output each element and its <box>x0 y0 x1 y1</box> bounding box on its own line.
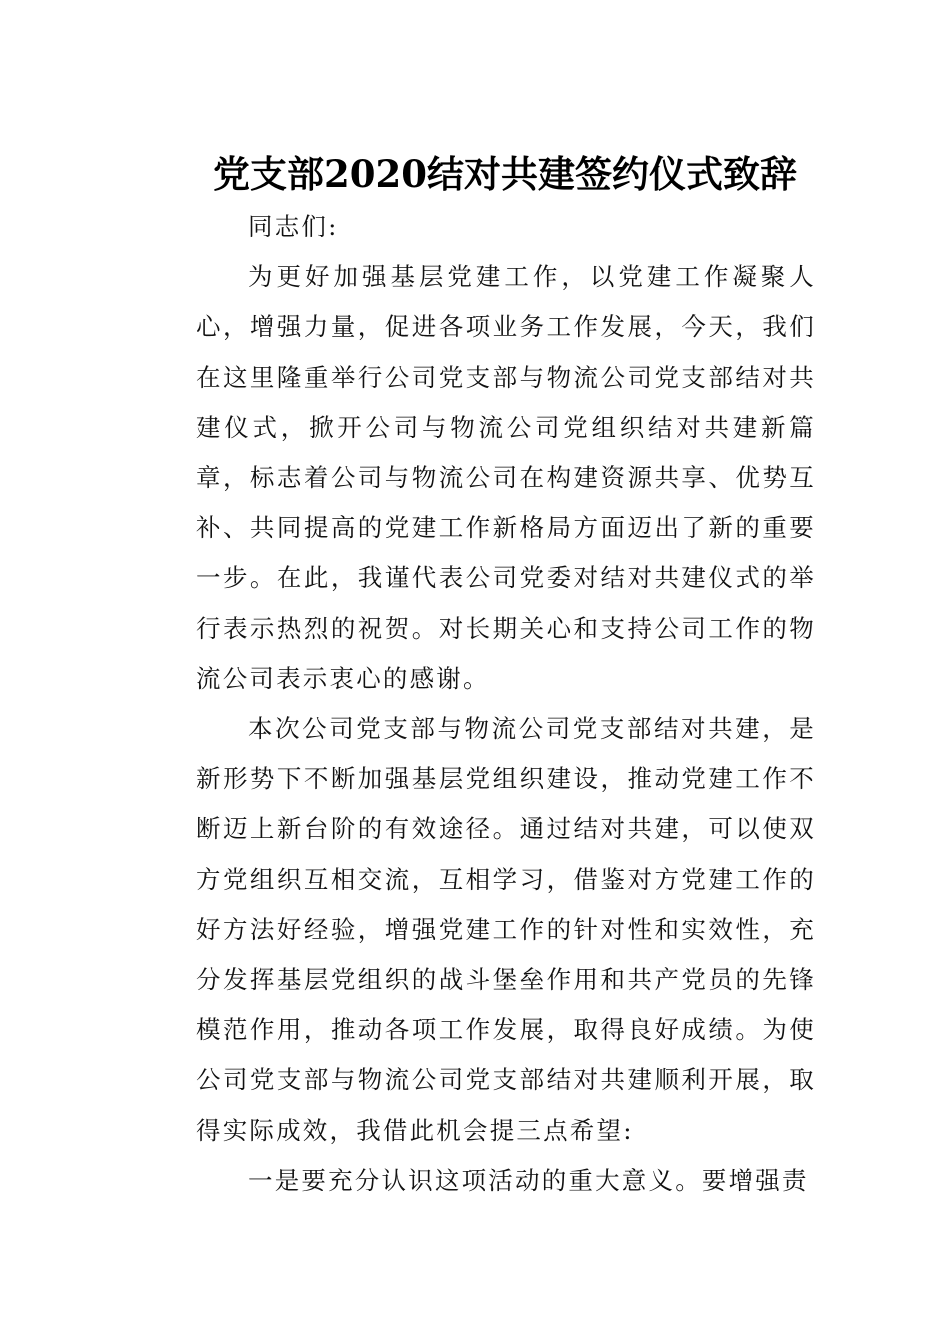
paragraph-3: 一是要充分认识这项活动的重大意义。要增强责 <box>248 1165 809 1195</box>
paragraph-2: 本次公司党支部与物流公司党支部结对共建，是新形势下不断加强基层党组织建设，推动党建工作不断迈上新台阶的有效途径。通过结对共建，可以使双方党组织互相交流，互相学习，借鉴对方党建工作的好方法好经验，增强党建工作的针对性和实效性，充分发挥基层党组织的战斗堡垒作用和共产党员的先锋模范作用，推动各项工作发展，取得良好成绩。为使公司党支部与物流公司党支部结对共建顺利开展，取得实际成效，我借此机会提三点希望: <box>196 714 816 1145</box>
document-title: 党支部2020结对共建签约仪式致辞 <box>213 152 797 196</box>
paragraph-1: 为更好加强基层党建工作，以党建工作凝聚人心，增强力量，促进各项业务工作发展，今天，我们在这里隆重举行公司党支部与物流公司党支部结对共建仪式，掀开公司与物流公司党组织结对共建新篇章，标志着公司与物流公司在构建资源共享、优势互补、共同提高的党建工作新格局方面迈出了新的重要一步。在此，我谨代表公司党委对结对共建仪式的举行表示热烈的祝贺。对长期关心和支持公司工作的物流公司表示衷心的感谢。 <box>196 262 816 693</box>
document-body <box>196 202 816 1206</box>
greeting: 同志们: <box>248 212 339 241</box>
